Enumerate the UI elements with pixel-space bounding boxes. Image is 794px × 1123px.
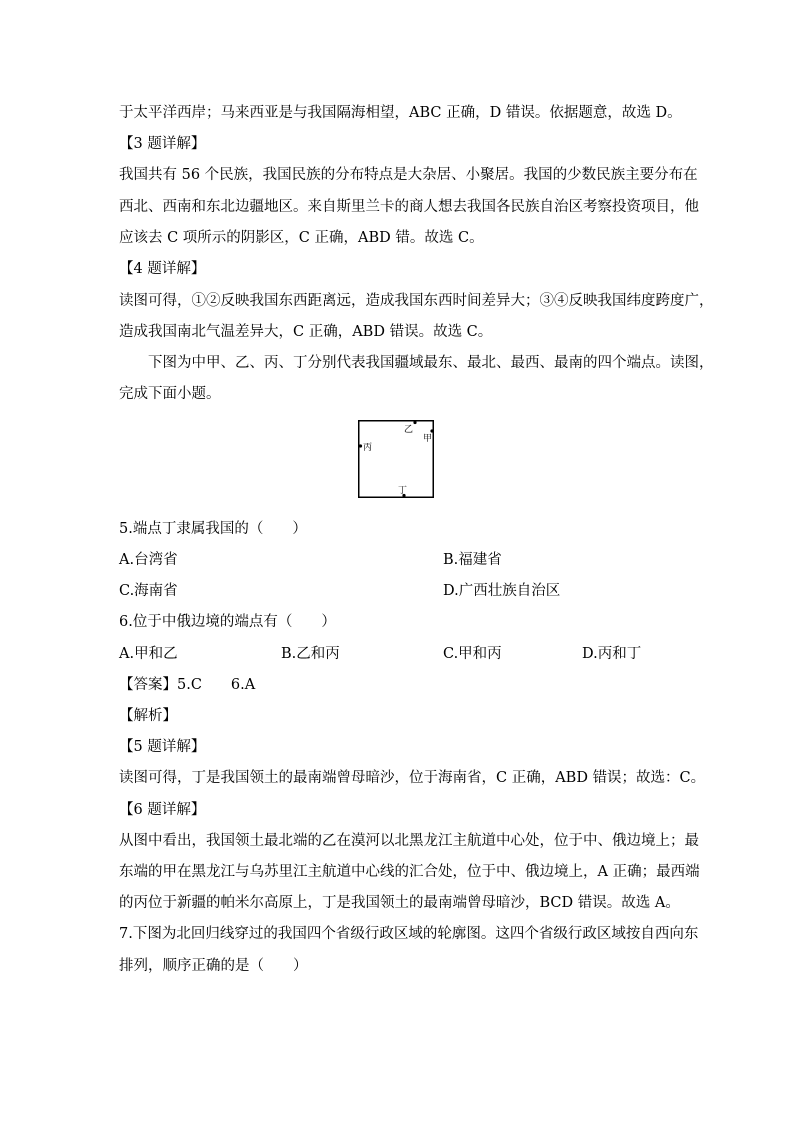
q7-stem-line-1: 7.下图为北回归线穿过的我国四个省级行政区域的轮廓图。这四个省级行政区域按自西向东 bbox=[119, 926, 699, 942]
label-bing: 丙 bbox=[363, 443, 373, 453]
q5-option-c: C.海南省 bbox=[119, 583, 178, 599]
label-ding: 丁 bbox=[398, 486, 408, 496]
line-4: 西北、西南和东北边疆地区。来自斯里兰卡的商人想去我国各民族自治区考察投资项目，他 bbox=[119, 199, 699, 215]
answer-line: 【答案】5.C 6.A bbox=[119, 677, 256, 693]
q6-detail-line-2: 东端的甲在黑龙江与乌苏里江主航道中心线的汇合处，位于中、俄边境上，A 正确；最西端 bbox=[119, 864, 700, 880]
point-jia bbox=[430, 429, 433, 432]
q5-option-d: D.广西壮族自治区 bbox=[443, 583, 561, 599]
label-yi: 乙 bbox=[404, 425, 414, 435]
line-7: 读图可得，①②反映我国东西距离远，造成我国东西时间差异大；③④反映我国纬度跨度广， bbox=[119, 293, 714, 309]
point-yi bbox=[413, 421, 416, 424]
q6-detail-line-1: 从图中看出，我国领土最北端的乙在漠河以北黑龙江主航道中心处，位于中、俄边境上；最 bbox=[119, 833, 699, 849]
q5-option-a: A.台湾省 bbox=[119, 552, 178, 568]
section-heading-q6: 【6 题详解】 bbox=[119, 802, 206, 818]
q6-option-b: B.乙和丙 bbox=[281, 646, 340, 662]
q5-option-b: B.福建省 bbox=[443, 552, 502, 568]
endpoint-diagram bbox=[358, 420, 434, 498]
intro-line-1: 下图为中甲、乙、丙、丁分别代表我国疆域最东、最北、最西、最南的四个端点。读图， bbox=[148, 355, 714, 371]
q5-detail-text: 读图可得，丁是我国领土的最南端曾母暗沙，位于海南省，C 正确，ABD 错误；故选：C。 bbox=[119, 770, 706, 786]
q6-option-c: C.甲和丙 bbox=[443, 646, 502, 662]
line-5: 应该去 C 项所示的阴影区，C 正确，ABD 错。故选 C。 bbox=[119, 230, 484, 246]
section-heading-q5: 【5 题详解】 bbox=[119, 739, 206, 755]
label-jia: 甲 bbox=[423, 434, 433, 444]
section-heading-q3: 【3 题详解】 bbox=[119, 136, 206, 152]
q5-stem: 5.端点丁隶属我国的（ ） bbox=[119, 521, 307, 537]
q6-option-d: D.丙和丁 bbox=[582, 646, 642, 662]
point-bing bbox=[359, 444, 362, 447]
q7-stem-line-2: 排列，顺序正确的是（ ） bbox=[119, 958, 308, 974]
intro-line-2: 完成下面小题。 bbox=[119, 386, 221, 402]
line-1: 于太平洋西岸；马来西亚是与我国隔海相望，ABC 正确，D 错误。依据题意，故选 D。 bbox=[119, 105, 682, 121]
analysis-heading: 【解析】 bbox=[119, 708, 177, 724]
endpoint-diagram-svg bbox=[358, 420, 434, 498]
line-8: 造成我国南北气温差异大，C 正确，ABD 错误。故选 C。 bbox=[119, 324, 493, 340]
q6-stem: 6.位于中俄边境的端点有（ ） bbox=[119, 614, 336, 630]
q6-option-a: A.甲和乙 bbox=[119, 646, 178, 662]
section-heading-q4: 【4 题详解】 bbox=[119, 261, 206, 277]
diagram-frame bbox=[359, 421, 434, 498]
q6-detail-line-3: 的丙位于新疆的帕米尔高原上，丁是我国领土的最南端曾母暗沙，BCD 错误。故选 A。 bbox=[119, 895, 680, 911]
line-3: 我国共有 56 个民族，我国民族的分布特点是大杂居、小聚居。我国的少数民族主要分布在 bbox=[119, 167, 698, 183]
